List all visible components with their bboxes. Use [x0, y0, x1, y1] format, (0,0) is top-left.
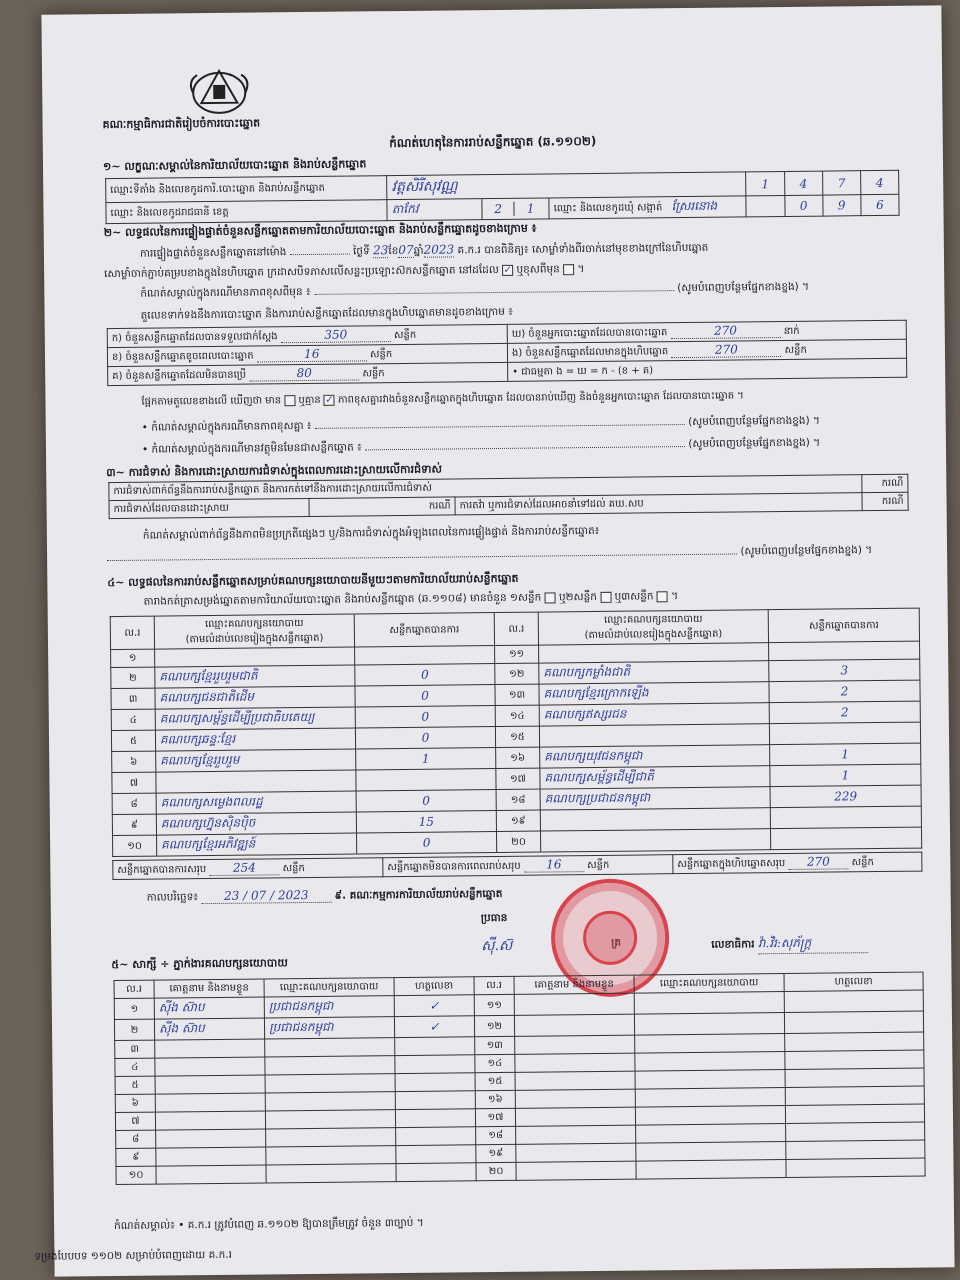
secretary-line: [711, 934, 868, 955]
party-no: ៤: [111, 709, 155, 730]
section3-heading: ៣~ ការជំទាស់ និងការដោះស្រាយការជំទាស់ក្នុងពេលការដោះស្រាយលើការជំទាស់: [106, 462, 443, 480]
witness-no: ២០: [476, 1162, 516, 1180]
witness-signature[interactable]: [785, 1068, 924, 1087]
witness-no: ២: [114, 1019, 154, 1040]
party-no: ១៨: [496, 789, 540, 810]
total-valid-unit: សន្លឹក: [282, 863, 305, 875]
party-votes[interactable]: [356, 769, 496, 791]
section5-heading: ៥~ សាក្សី ÷ ភ្នាក់ងារគណបក្សនយោបាយ: [111, 956, 288, 972]
witness-party[interactable]: [635, 1052, 785, 1072]
location-value: វត្តសិរីសុវណ្ណ: [387, 172, 746, 200]
party-votes[interactable]: 3: [769, 659, 920, 682]
foreign-object-line: [142, 435, 932, 458]
section1-table: [105, 170, 899, 224]
secretary-signature: វ៉ា.វិរ:សុភ័ក្ត្រ: [758, 934, 868, 954]
party-no: ៧: [112, 772, 156, 793]
party-name[interactable]: គណបក្សសម្ព័ន្ធដើម្បីប្រជាធិបតេយ្យ: [155, 707, 355, 730]
total-invalid-unit: សន្លឹក: [586, 859, 610, 872]
discrepancy-line: [141, 387, 931, 409]
verify-day-label: ថ្ងៃទី: [352, 245, 370, 258]
party-no: ១៩: [496, 810, 540, 831]
witness-party[interactable]: [635, 1034, 785, 1054]
unused-value[interactable]: 80: [249, 365, 359, 381]
party-name[interactable]: គណបក្សជនជាតិដើម: [155, 686, 355, 709]
witness-party[interactable]: [265, 1092, 395, 1111]
difference-note-fill-more: (សូមបំពេញបន្ថែមផ្នែកខាងខ្នង) ។: [688, 414, 820, 428]
party-no: ១២: [495, 663, 539, 684]
witness-table: [114, 972, 926, 1185]
witness-name[interactable]: [155, 1057, 265, 1076]
witness-signature[interactable]: [395, 1109, 475, 1128]
party-no: ១៦: [496, 747, 540, 768]
witness-name[interactable]: [516, 1125, 636, 1144]
witness-signature[interactable]: ✓: [394, 1016, 474, 1038]
witness-party[interactable]: [265, 1038, 395, 1057]
witness-no: ៤: [115, 1058, 155, 1076]
total-invalid-label: សន្លឹកឆ្នោតមិនបានការពេលរាប់សរុប: [387, 860, 521, 874]
has-diff-checkbox[interactable]: [284, 395, 295, 406]
party-no: ៥: [111, 730, 155, 751]
one-sheet-checkbox[interactable]: [545, 592, 556, 603]
party-votes[interactable]: 0: [355, 727, 495, 749]
escalated-unit: ករណី: [862, 492, 908, 510]
form-sheet: [34, 5, 954, 1276]
col-no-right: ល.រ: [494, 612, 538, 645]
verify-result-text: គ.ក.រ បានពិនិត្យ៖ សោម្លាំទាំងពីរចាក់នៅមុខខាងក្រៅនៃហិបឆ្នោត: [457, 241, 709, 257]
col-party-left-sub: (តាមលំដាប់លេខរៀងក្នុងសន្លឹកឆ្នោត): [185, 632, 324, 646]
party-name[interactable]: [539, 643, 769, 663]
resolved-unit: ករណី: [309, 497, 455, 517]
irregularity-line: [107, 544, 927, 568]
party-no: ១៥: [495, 726, 539, 747]
party-no: ៩: [112, 814, 156, 835]
verify-time-field[interactable]: [290, 254, 350, 256]
party-name[interactable]: គណបក្សឥស្សរជន: [539, 703, 769, 726]
w-col-sign-left: ហត្ថលេខា: [394, 977, 474, 996]
org-name: គណៈកម្មាធិការជាតិរៀបចំការបោះឆ្នោត: [102, 116, 261, 132]
w-col-name-right: គោត្តនាម និងនាមខ្លួន: [514, 975, 634, 994]
province-code: [482, 198, 549, 220]
party-no: ១១: [495, 645, 539, 663]
witness-no: ១: [114, 998, 154, 1019]
in-box-label: ង) ចំនួនសន្លឹកឆ្នោតដែលមានក្នុងហិបឆ្នោត: [511, 346, 669, 359]
voters-label: ឃ) ចំនួនអ្នកបោះឆ្នោតដែលបានបោះឆ្នោត: [511, 327, 668, 340]
commune-code-blank: [746, 195, 784, 216]
received-label: ក) ចំនួនសន្លឹកឆ្នោតដែលបានទទួលជាក់ស្តែង: [111, 331, 278, 345]
voters-unit: នាក់: [783, 325, 800, 337]
witness-party[interactable]: [636, 1124, 786, 1144]
chair-label: ប្រធាន: [480, 911, 508, 925]
verify-month[interactable]: 07: [398, 242, 414, 258]
witness-signature[interactable]: [784, 1011, 923, 1033]
foreign-object-field[interactable]: [365, 446, 685, 450]
witness-name[interactable]: ស៊ីង ស៊ាប: [154, 997, 264, 1019]
party-votes[interactable]: [769, 641, 920, 661]
stamp-center: [583, 911, 638, 966]
party-votes[interactable]: 1: [770, 743, 921, 766]
changed-checkbox[interactable]: [563, 264, 574, 275]
witness-signature[interactable]: [396, 1145, 476, 1164]
diff-note-field[interactable]: [314, 290, 674, 295]
witness-no: ១២: [474, 1015, 514, 1036]
witness-name[interactable]: [515, 1089, 635, 1108]
total-valid-value[interactable]: 254: [209, 860, 279, 876]
commune-cell: [549, 196, 746, 219]
witness-no: ៦: [115, 1094, 155, 1112]
total-box-unit: សន្លឹក: [851, 857, 874, 869]
col-party-right-title: ឈ្មោះគណបក្សនយោបាយ: [604, 613, 703, 626]
section1-heading: ១~ លក្ខណៈសម្គាល់នៃការិយាល័យបោះឆ្នោត និងរាប់សន្លឹកឆ្នោត: [102, 157, 367, 174]
location-label: ឈ្មោះទីតាំង និងលេខកូដការិ.បោះឆ្នោត និងរាប់សន្លឹកឆ្នោត: [106, 176, 388, 203]
witness-party[interactable]: [636, 1160, 786, 1180]
witness-no: ១៣: [475, 1036, 515, 1054]
voters-value[interactable]: 270: [670, 323, 780, 339]
party-no: ១៤: [495, 705, 539, 726]
party-no: ១៣: [495, 684, 539, 705]
verify-line: ការផ្ទៀងផ្ទាត់ចំនួនសន្លឹកឆ្នោតនៅម៉ោង ថ្ងៃទី 23ខែ07ឆ្នាំ2023 គ.ក.រ បានពិនិត្យ៖ សោម្លាំទាំងពីរចាក់នៅមុខខាងក្រៅនៃហិបឆ្នោត: [139, 241, 709, 260]
diff-note-label: កំណត់សម្គាល់ក្នុងករណីមានភាពខុសពីមុន ៖: [140, 285, 311, 300]
party-results-table: [110, 608, 922, 857]
spoiled-unit: សន្លឹក: [369, 349, 393, 361]
party-votes[interactable]: 15: [356, 811, 496, 833]
complaints-table: [108, 474, 908, 519]
witness-name[interactable]: [155, 1111, 265, 1130]
witness-name[interactable]: [514, 1014, 634, 1036]
witness-no: ១៦: [475, 1090, 515, 1108]
party-votes[interactable]: 2: [769, 701, 920, 724]
party-votes[interactable]: 2: [769, 680, 920, 703]
witness-name[interactable]: ស៊ីង ស៊ាប: [154, 1018, 264, 1040]
two-sheets-label: ឬ២សន្លឹក: [558, 590, 597, 604]
party-name[interactable]: គណបក្សសម្លេងពលរដ្ឋ: [156, 791, 356, 814]
party-name[interactable]: គណបក្សខ្មែររួបរួមជាតិ: [155, 665, 355, 688]
total-valid-label: សន្លឹកឆ្នោតបានការសរុប: [117, 864, 207, 876]
seal-line: សោម្លាំចាក់ភ្ជាប់គម្របខាងក្នុងនៃហិបឆ្នោត ក្រដាសបិទភាសលើសន្លះប្រឡោះស៊កសន្លឹកឆ្នោត នៅដដែល ✓ ឬខុសពីមុន ។: [104, 263, 585, 281]
commune-code-1: 0: [784, 195, 822, 216]
party-votes[interactable]: [769, 722, 920, 745]
party-name[interactable]: [155, 647, 355, 667]
no-diff-checkbox[interactable]: ✓: [325, 394, 334, 406]
col-party-left-title: ឈ្មោះគណបក្សនយោបាយ: [205, 618, 304, 631]
witness-signature[interactable]: [395, 1091, 475, 1110]
party-name[interactable]: [540, 808, 770, 831]
witness-name[interactable]: [515, 1071, 635, 1090]
witness-signature[interactable]: [395, 1037, 475, 1056]
party-votes[interactable]: 0: [356, 790, 496, 812]
seal-text: សោម្លាំចាក់ភ្ជាប់គម្របខាងក្នុងនៃហិបឆ្នោត ក្រដាសបិទភាសលើសន្លះប្រឡោះស៊កសន្លឹកឆ្នោត នៅដដែល: [104, 263, 499, 281]
party-name[interactable]: គណបក្សប្រជាជនកម្ពុជា: [540, 787, 770, 810]
witness-party[interactable]: ប្រជាជនកម្ពុជា: [264, 996, 394, 1018]
party-no: ៣: [111, 688, 155, 709]
commune-code-3: 6: [861, 194, 899, 215]
location-code-2: 4: [784, 171, 822, 195]
witness-signature[interactable]: [396, 1163, 476, 1182]
figures-intro: តួលេខទាក់ទងនឹងការបោះឆ្នោត និងការរាប់សន្លឹកឆ្នោតដែលមានក្នុងហិបឆ្នោតមានដូចខាងក្រោម ៖: [140, 305, 513, 322]
tally-sheet-label: តារាងកត់ត្រាសម្រង់ឆ្នោតតាមការិយាល័យបោះឆ្នោត និងរាប់សន្លឹកឆ្នោត (ឆ.១១០៨) មានចំនួន ១សន្លឹក: [143, 591, 542, 608]
w-col-no-right: ល.រ: [474, 976, 514, 994]
witness-party[interactable]: [636, 1142, 786, 1162]
difference-note-field[interactable]: [315, 424, 685, 429]
witness-no: ១៧: [475, 1108, 515, 1126]
party-name[interactable]: [539, 724, 769, 747]
foreign-object-fill-more: (សូមបំពេញបន្ថែមផ្នែកខាងខ្នង) ។: [688, 436, 821, 450]
witness-party[interactable]: [635, 1106, 785, 1126]
witness-name[interactable]: [156, 1147, 266, 1166]
verify-year[interactable]: 2023: [423, 242, 455, 257]
col-party-right: [538, 610, 768, 645]
in-box-value[interactable]: 270: [671, 342, 781, 358]
total-box-value[interactable]: 270: [788, 854, 848, 870]
witness-signature[interactable]: [396, 1127, 476, 1146]
footer-note: កំណត់សម្គាល់៖ • គ.ក.រ ត្រូវបំពេញ ឆ.១១០២ ឱ្យបានត្រឹមត្រូវ ចំនួន ៣ច្បាប់ ។: [114, 1216, 424, 1233]
witness-party[interactable]: [635, 1070, 785, 1090]
changed-label: ឬខុសពីមុន: [516, 263, 560, 276]
witness-name[interactable]: [155, 1039, 265, 1058]
totals-table: [112, 852, 922, 880]
location-code-3: 7: [822, 171, 860, 195]
witness-party[interactable]: [634, 1013, 784, 1036]
form-title: កំណត់ហេតុនៃការរាប់សន្លឹកឆ្នោត (ឆ.១១០២): [389, 133, 597, 151]
witness-party[interactable]: [266, 1146, 396, 1165]
total-invalid-value[interactable]: 16: [524, 857, 584, 873]
party-no: ២០: [496, 831, 540, 852]
witness-name[interactable]: [515, 1053, 635, 1072]
date-value[interactable]: 23 / 07 / 2023: [201, 888, 331, 904]
party-no: ២: [111, 667, 155, 688]
party-name[interactable]: គណបក្សខ្មែរអភិវឌ្ឍន៍: [157, 833, 357, 856]
received-value[interactable]: 350: [281, 327, 391, 343]
complaints-related-unit: ករណី: [862, 474, 908, 492]
witness-name[interactable]: [156, 1129, 266, 1148]
irregularity-field[interactable]: [107, 553, 737, 561]
party-name[interactable]: គណបក្សខ្មែរក្រោកឡើង: [539, 682, 769, 705]
section4-heading: ៤~ លទ្ធផលនៃការរាប់សន្លឹកឆ្នោតសម្រាប់គណបក្សនយោបាយនីមួយៗតាមការិយាល័យរាប់សន្លឹកឆ្នោត: [107, 571, 519, 590]
verify-day[interactable]: 23: [372, 243, 389, 258]
party-name[interactable]: គណបក្សខ្មែររួបរួម: [156, 749, 356, 772]
witness-signature[interactable]: [395, 1073, 475, 1092]
party-votes[interactable]: 229: [770, 785, 921, 808]
irregularity-note: កំណត់សម្គាល់ពាក់ព័ន្ធនឹងភាពមិនប្រក្រតីផ្សេងៗ ឬ/និងការជំទាស់ក្នុងអំឡុងពេលនៃការផ្ទៀងផ្ទាត់ និងការរាប់សន្លឹកឆ្នោត៖: [142, 524, 600, 542]
formula-cell: • ជាធម្មតា ង = ឃ = ក - (ខ + គ): [508, 358, 907, 381]
witness-party[interactable]: [265, 1056, 395, 1075]
witness-no: ១១: [474, 994, 514, 1015]
witness-signature[interactable]: [785, 1104, 924, 1123]
spoiled-label: ខ) ចំនួនសន្លឹកឆ្នោតខូចពេលបោះឆ្នោត: [111, 350, 254, 364]
party-no: ៦: [112, 751, 156, 772]
party-name[interactable]: គណបក្សកម្លាំងជាតិ: [539, 661, 769, 684]
escalated-label: ការតវ៉ា ឬការជំទាស់ដែលអាចនាំទៅដល់ គឃ.សប: [455, 493, 862, 515]
nec-emblem-icon: [187, 63, 252, 118]
party-no: ៨: [112, 793, 156, 814]
difference-note-line: [142, 413, 932, 436]
witness-no: ១៤: [475, 1054, 515, 1072]
diff-note-line: [140, 279, 940, 302]
party-votes[interactable]: [770, 806, 921, 829]
col-no-left: ល.រ: [110, 616, 154, 649]
col-votes-left: សន្លឹកឆ្នោតបានការ: [354, 613, 494, 647]
location-code-4: 4: [860, 170, 898, 194]
province-code-2: 1: [526, 201, 535, 216]
figures-table: [107, 320, 908, 386]
commune-label: ឈ្មោះ និងលេខកូដឃុំ សង្កាត់: [553, 202, 663, 215]
witness-signature[interactable]: [785, 1032, 924, 1051]
total-box-label: សន្លឹកឆ្នោតក្នុងហិបឆ្នោតសរុប: [677, 858, 786, 871]
unused-unit: សន្លឹក: [362, 368, 385, 380]
location-code-1: 1: [746, 171, 784, 195]
form-version: ទម្រង់បែបបទ ១១០២ សម្រាប់បំពេញដោយ គ.ក.រ: [34, 1248, 233, 1263]
three-sheets-checkbox[interactable]: [657, 591, 668, 602]
w-col-name-left: គោត្តនាម និងនាមខ្លួន: [154, 979, 264, 998]
witness-signature[interactable]: [784, 990, 923, 1012]
party-votes[interactable]: 0: [355, 664, 495, 686]
province-value: តាកែវ: [387, 199, 482, 221]
witness-party[interactable]: [266, 1128, 396, 1147]
witness-name[interactable]: [514, 993, 634, 1015]
witness-party[interactable]: [265, 1074, 395, 1093]
witness-no: ៧: [115, 1112, 155, 1130]
tally-sheet-line: តារាងកត់ត្រាសម្រង់ឆ្នោតតាមការិយាល័យបោះឆ្នោត និងរាប់សន្លឹកឆ្នោត (ឆ.១១០៨) មានចំនួន ១សន្លឹក ឬ២សន្លឹក ឬ៣សន្លឹក ។: [143, 590, 679, 608]
witness-no: ១៥: [475, 1072, 515, 1090]
commune-value: ស្រែរនោង: [671, 198, 718, 214]
in-box-unit: សន្លឹក: [784, 344, 807, 356]
party-no: ១៧: [496, 768, 540, 789]
party-name[interactable]: គណបក្សយុវជនកម្ពុជា: [540, 745, 770, 768]
party-votes[interactable]: 0: [355, 685, 495, 707]
col-votes-right: សន្លឹកឆ្នោតបានការ: [768, 608, 919, 643]
witness-name[interactable]: [515, 1035, 635, 1054]
total-valid-cell: [113, 858, 383, 880]
total-box-cell: [673, 852, 922, 874]
witness-name[interactable]: [156, 1165, 266, 1184]
verify-time-label: ការផ្ទៀងផ្ទាត់ចំនួនសន្លឹកឆ្នោតនៅម៉ោង: [139, 246, 287, 260]
w-col-party-right: ឈ្មោះគណបក្សនយោបាយ: [634, 974, 784, 994]
party-votes[interactable]: [355, 646, 495, 665]
witness-signature[interactable]: [395, 1055, 475, 1074]
party-name[interactable]: គណបក្សឆន្ទៈខ្មែរ: [155, 728, 355, 751]
commune-code-2: 9: [823, 195, 861, 216]
witness-party[interactable]: ប្រជាជនកម្ពុជា: [264, 1017, 394, 1039]
w-col-no-left: ល.រ: [114, 980, 154, 998]
intact-checkbox[interactable]: ✓: [503, 264, 512, 276]
party-votes[interactable]: 1: [356, 748, 496, 770]
party-votes[interactable]: 1: [770, 764, 921, 787]
witness-no: ៣: [115, 1040, 155, 1058]
party-votes[interactable]: [770, 827, 921, 850]
party-no: ១: [111, 649, 155, 667]
unused-cell: [108, 362, 508, 385]
section2-heading: ២~ លទ្ធផលនៃការផ្ទៀងផ្ទាត់ចំនួនសន្លឹកឆ្នោតតាមការិយាល័យបោះឆ្នោត និងរាប់សន្លឹកឆ្នោតដូចខាងក្រោម ៖: [103, 221, 537, 240]
committee-label: ៩. គណៈកម្មការការិយាល័យរាប់សន្លឹកឆ្នោត: [334, 887, 503, 902]
witness-party[interactable]: [634, 992, 784, 1015]
received-unit: សន្លឹក: [393, 329, 417, 342]
unused-label: គ) ចំនួនសន្លឹកឆ្នោតដែលមិនបានប្រើ: [112, 369, 247, 383]
col-party-left: [154, 614, 354, 649]
party-no: ១០: [113, 835, 157, 856]
witness-name[interactable]: [516, 1143, 636, 1162]
party-name[interactable]: [540, 829, 770, 852]
province-code-1: 2: [483, 202, 515, 216]
w-col-sign-right: ហត្ថលេខា: [784, 972, 923, 991]
party-name[interactable]: គណបក្សសម្ព័ន្ធដើម្បីជាតិ: [540, 766, 770, 789]
witness-signature[interactable]: [786, 1122, 925, 1141]
party-votes[interactable]: 0: [357, 832, 497, 854]
total-invalid-cell: [383, 855, 673, 877]
foreign-object-label: • កំណត់សម្គាល់ក្នុងករណីមានវត្ថុមិនមែនជាសន្លឹកឆ្នោត ៖: [141, 441, 362, 456]
secretary-label: លេខាធិការ: [711, 938, 755, 951]
witness-no: ៩: [116, 1148, 156, 1166]
member-label: គ្រ: [611, 936, 622, 949]
witness-signature[interactable]: [786, 1140, 925, 1159]
discrepancy-label: ផ្អែកតាមតួលេខខាងលើ ឃើញថា មាន: [141, 395, 282, 408]
difference-note-label: • កំណត់សម្គាល់ក្នុងករណីមានភាពខុសគ្នា ៖: [141, 419, 312, 434]
discrepancy-text: ភាពខុសគ្នារវាងចំនួនសន្លឹកឆ្នោតក្នុងហិបឆ្នោត ដែលបានរាប់ឃើញ និងចំនួនអ្នកបោះឆ្នោត ដែលបានបោះឆ្នោត ។: [338, 390, 744, 406]
witness-name[interactable]: [516, 1161, 636, 1180]
witness-no: ៨: [116, 1130, 156, 1148]
witness-signature[interactable]: ✓: [394, 995, 474, 1017]
chair-signature: ស៊ី.ស៊: [481, 937, 513, 955]
no-diff-label: ឬគ្មាន: [298, 394, 321, 407]
party-votes[interactable]: 0: [355, 706, 495, 728]
witness-name[interactable]: [515, 1107, 635, 1126]
resolved-label: ការជំទាស់ដែលបានដោះស្រាយ: [109, 498, 309, 518]
witness-no: ៥: [115, 1076, 155, 1094]
witness-signature[interactable]: [785, 1050, 924, 1069]
date-line: [147, 886, 503, 907]
witness-no: ១០: [116, 1166, 156, 1184]
witness-party[interactable]: [635, 1088, 785, 1108]
witness-party[interactable]: [265, 1110, 395, 1129]
spoiled-value[interactable]: 16: [257, 346, 367, 362]
witness-party[interactable]: [266, 1164, 396, 1183]
witness-signature[interactable]: [785, 1086, 924, 1105]
witness-no: ១៨: [476, 1126, 516, 1144]
col-party-right-sub: (តាមលំដាប់លេខរៀងក្នុងសន្លឹកឆ្នោត): [584, 628, 723, 642]
diff-note-fill-more: (សូមបំពេញបន្ថែមផ្នែកខាងខ្នង) ។: [677, 280, 810, 295]
party-name[interactable]: [156, 770, 356, 793]
witness-name[interactable]: [155, 1075, 265, 1094]
complaints-related-label: ការជំទាស់ពាក់ព័ន្ធនឹងការរាប់សន្លឹកឆ្នោត និងការកត់ទៅនឹងការដោះស្រាយលើការជំទាស់: [109, 475, 862, 501]
witness-no: ១៩: [476, 1144, 516, 1162]
province-label: ឈ្មោះ និងលេខកូដរាជធានី ខេត្ត: [106, 200, 388, 224]
party-name[interactable]: គណបក្សហ្វ៊ុនស៊ិនប៉ិច: [156, 812, 356, 835]
witness-signature[interactable]: [786, 1158, 925, 1177]
w-col-party-left: ឈ្មោះគណបក្សនយោបាយ: [264, 978, 394, 997]
three-sheets-label: ឬ៣សន្លឹក: [614, 590, 654, 603]
witness-name[interactable]: [155, 1093, 265, 1112]
date-label: កាលបរិច្ឆេទ៖: [146, 891, 199, 904]
irregularity-fill-more: (សូមបំពេញបន្ថែមផ្នែកខាងខ្នង) ។: [740, 544, 873, 558]
two-sheets-checkbox[interactable]: [600, 591, 611, 602]
